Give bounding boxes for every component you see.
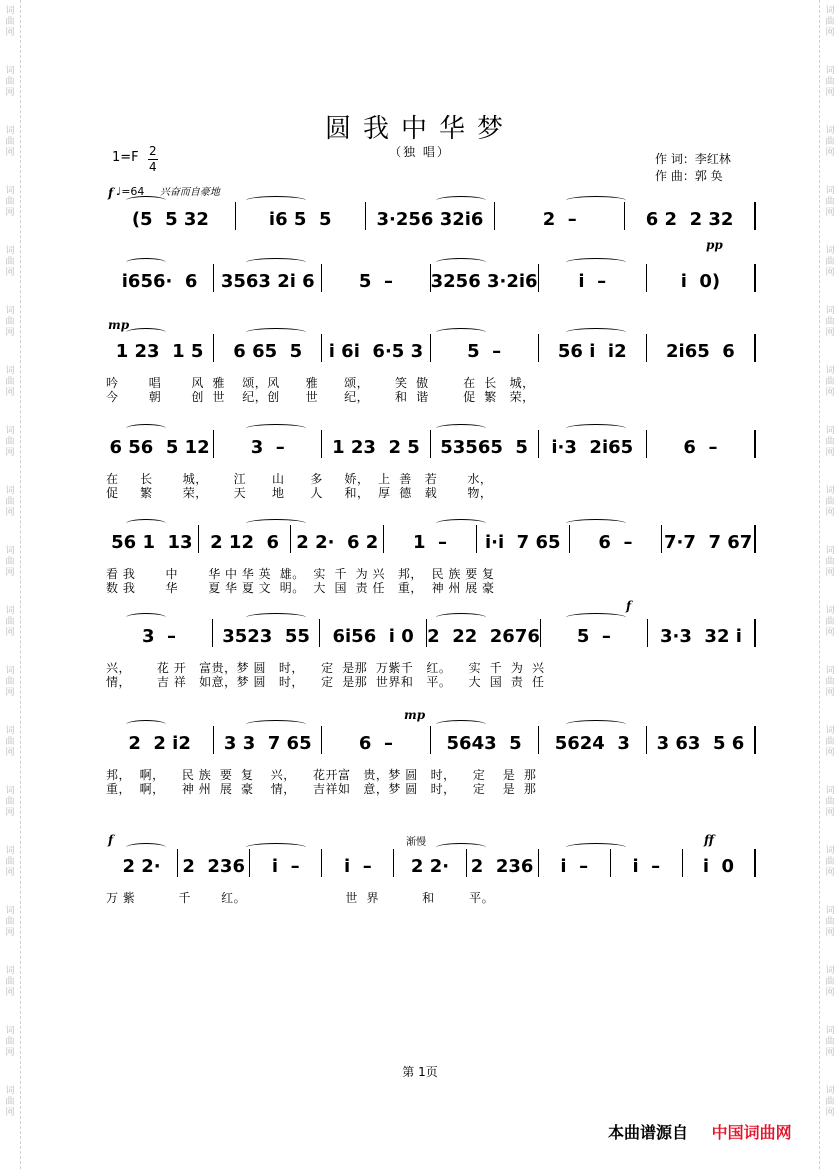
measure: 2 2· — [122, 856, 161, 877]
watermark-text: 词 曲 网 — [5, 426, 15, 458]
watermark-text: 词 曲 网 — [5, 906, 15, 938]
measure: 6 2 2 32 — [645, 209, 734, 230]
dynamic-mark: mp — [404, 708, 426, 722]
measure: 1 23 2 5 — [332, 437, 420, 458]
source-site-link[interactable]: 中国词曲网 — [711, 1123, 792, 1142]
slur-mark — [246, 720, 306, 729]
slur-mark — [566, 258, 626, 267]
measure: 6 – — [358, 733, 393, 754]
watermark-text: 词 曲 网 — [5, 486, 15, 518]
notation-line — [106, 428, 756, 458]
slur-mark — [126, 424, 166, 433]
slur-mark — [126, 258, 166, 267]
measure: 2 236 — [470, 856, 534, 877]
watermark-text: 词 曲 网 — [5, 66, 15, 98]
time-signature-bottom: 4 — [149, 160, 157, 174]
credits — [655, 151, 731, 185]
measure: 7·7 7 67 — [664, 532, 753, 553]
slur-mark — [126, 328, 166, 337]
slur-mark — [126, 196, 166, 205]
measure: 3 63 5 6 — [656, 733, 745, 754]
watermark-text: 词 曲 网 — [825, 486, 835, 518]
measure: i6 5 5 — [268, 209, 332, 230]
measure: 2 2· — [410, 856, 450, 877]
slur-mark — [566, 424, 626, 433]
source-label: 本曲谱源自 — [608, 1123, 689, 1142]
slur-mark — [246, 258, 306, 267]
measure: 3·3 32 i — [660, 626, 742, 647]
watermark-text: 词 曲 网 — [5, 1026, 15, 1058]
slur-mark — [126, 519, 166, 528]
measure: i – — [578, 271, 607, 292]
notation-line — [106, 523, 756, 553]
dynamic-mark: mp — [108, 318, 130, 332]
measure: 2i65 6 — [666, 341, 735, 362]
watermark-text: 词 曲 网 — [825, 186, 835, 218]
watermark-text: 词 曲 网 — [5, 126, 15, 158]
measure: 3256 3·2i6 — [430, 271, 538, 292]
watermark-text: 词 曲 网 — [825, 426, 835, 458]
watermark-text: 词 曲 网 — [5, 366, 15, 398]
measure: 6 65 5 — [233, 341, 303, 362]
tempo-marking — [116, 183, 220, 198]
barline — [754, 264, 756, 292]
slur-mark — [566, 843, 626, 852]
measure: 3 3 7 65 — [223, 733, 312, 754]
measure: i 0 — [702, 856, 735, 877]
measure: 2 – — [542, 209, 577, 230]
slur-mark — [126, 843, 166, 852]
source-credit — [608, 1120, 792, 1143]
lyric-line: 今 朝 创 世 纪，创 世 纪， 和 谐 促 繁 荣， — [106, 390, 535, 404]
slur-mark — [436, 613, 486, 622]
watermark-text: 词 曲 网 — [5, 186, 15, 218]
measure: 5 – — [467, 341, 502, 362]
measure: i – — [632, 856, 661, 877]
song-title: 圆我中华梦 — [324, 114, 515, 144]
watermark-text: 词 曲 网 — [5, 306, 15, 338]
measure: 6i56 i 0 — [332, 626, 414, 647]
watermark-text: 词 曲 网 — [825, 6, 835, 38]
slur-mark — [436, 424, 486, 433]
slur-mark — [566, 519, 626, 528]
slur-mark — [566, 720, 626, 729]
time-signature-top: 2 — [149, 144, 157, 158]
song-subtitle: （独 唱） — [389, 145, 451, 159]
notation-line — [106, 847, 756, 877]
measure: 56 i i2 — [557, 341, 627, 362]
measure: 2 2 i2 — [128, 733, 191, 754]
dynamic-mark-end: ff — [704, 833, 714, 847]
slur-mark — [246, 519, 306, 528]
dynamic-mark: f — [626, 599, 632, 613]
watermark-text: 词 曲 网 — [825, 726, 835, 758]
lyric-line: 看 我 中 华 中 华 英 雄。 实 千 为 兴 邦， 民 族 要 复 — [106, 567, 495, 581]
slur-mark — [566, 196, 626, 205]
lyric-line: 在 长 城， 江 山 多 娇， 上 善 若 水， — [106, 472, 493, 486]
watermark-text: 词 曲 网 — [5, 786, 15, 818]
measure: 3 – — [250, 437, 285, 458]
right-margin-line — [819, 0, 820, 1169]
lyricist-credit: 作 词：李红林 — [655, 152, 731, 166]
tempo-expression: 兴奋而自豪地 — [159, 187, 220, 198]
slur-mark — [246, 196, 306, 205]
watermark-text: 词 曲 网 — [5, 966, 15, 998]
barline — [754, 849, 756, 877]
watermark-text: 词 曲 网 — [5, 246, 15, 278]
measure: i – — [344, 856, 372, 877]
barline — [754, 202, 756, 230]
measure: 56 1 13 — [111, 532, 193, 553]
measure: 5 – — [358, 271, 393, 292]
watermark-text: 词 曲 网 — [5, 606, 15, 638]
measure: 5 – — [576, 626, 611, 647]
notation-line — [106, 262, 756, 292]
measure: 3 – — [141, 626, 177, 647]
measure: 3523 55 — [222, 626, 310, 647]
watermark-text: 词 曲 网 — [825, 66, 835, 98]
ritardando-mark: 渐慢 — [406, 837, 426, 848]
barline — [754, 430, 756, 458]
watermark-text: 词 曲 网 — [5, 726, 15, 758]
slur-mark — [566, 328, 626, 337]
measure: 5643 5 — [446, 733, 522, 754]
slur-mark — [436, 843, 486, 852]
barline — [754, 525, 756, 553]
composer-credit: 作 曲：郭 奂 — [655, 169, 723, 183]
measure: 2 22 2676 — [427, 626, 540, 647]
measure: 2 236 — [182, 856, 245, 877]
watermark-text: 词 曲 网 — [825, 126, 835, 158]
watermark-text: 词 曲 网 — [825, 606, 835, 638]
barline — [754, 334, 756, 362]
slur-mark — [246, 424, 306, 433]
right-watermark — [822, 0, 838, 1169]
measure: i 0) — [680, 271, 721, 292]
slur-mark — [436, 519, 486, 528]
measure: 2 12 6 — [210, 532, 280, 553]
measure: (5 5 32 — [131, 209, 209, 230]
page-number: 第 1页 — [402, 1065, 438, 1079]
lyric-line: 兴， 花 开 富贵，梦 圆 时， 定 是那 万紫千 红。 实 千 为 兴 — [106, 661, 545, 675]
lyric-line: 数 我 华 夏 华 夏 文 明。 大 国 责 任 重， 神 州 展 豪 — [106, 581, 495, 595]
lyric-line: 重， 啊， 神 州 展 豪 情， 吉祥如 意，梦 圆 时， 定 是 那 — [106, 782, 537, 796]
watermark-text: 词 曲 网 — [825, 246, 835, 278]
slur-mark — [126, 613, 166, 622]
notation-line — [106, 617, 756, 647]
watermark-text: 词 曲 网 — [5, 546, 15, 578]
watermark-text: 词 曲 网 — [825, 906, 835, 938]
barline — [754, 726, 756, 754]
watermark-text: 词 曲 网 — [825, 786, 835, 818]
watermark-text: 词 曲 网 — [5, 666, 15, 698]
measure: i – — [560, 856, 589, 877]
watermark-text: 词 曲 网 — [5, 1086, 15, 1118]
watermark-text: 词 曲 网 — [825, 546, 835, 578]
tempo-mark: ♩=64 — [116, 185, 145, 198]
slur-mark — [246, 328, 306, 337]
measure: 6 56 5 12 — [109, 437, 210, 458]
key-signature: 1=F — [112, 150, 139, 165]
dynamic-mark: f — [108, 833, 114, 847]
slur-mark — [436, 196, 486, 205]
watermark-text: 词 曲 网 — [825, 846, 835, 878]
watermark-text: 词 曲 网 — [5, 846, 15, 878]
watermark-text: 词 曲 网 — [825, 666, 835, 698]
measure: 2 2· 6 2 — [296, 532, 379, 553]
lyric-line: 万 紫 千 红。 世 界 和 平。 — [106, 891, 495, 905]
measure: i – — [271, 856, 300, 877]
dynamic-mark: f — [108, 186, 114, 200]
lyric-line: 邦， 啊， 民 族 要 复 兴， 花开富 贵，梦 圆 时， 定 是 那 — [106, 768, 537, 782]
left-watermark — [2, 0, 18, 1169]
measure: 5624 3 — [554, 733, 630, 754]
watermark-text: 词 曲 网 — [5, 6, 15, 38]
lyric-line: 吟 唱 风 雅 颂，风 雅 颂， 笑 傲 在 长 城， — [106, 376, 535, 390]
measure: 3·256 32i6 — [376, 209, 484, 230]
measure: i 6i 6·5 3 — [328, 341, 424, 362]
measure: i·3 2i65 — [551, 437, 634, 458]
measure: 1 23 1 5 — [115, 341, 204, 362]
measure: 6 – — [598, 532, 633, 553]
watermark-text: 词 曲 网 — [825, 966, 835, 998]
slur-mark — [246, 613, 306, 622]
left-margin-line — [20, 0, 21, 1169]
slur-mark — [566, 613, 626, 622]
lyric-line: 促 繁 荣， 天 地 人 和， 厚 德 载 物， — [106, 486, 493, 500]
barline — [754, 619, 756, 647]
measure: 53565 5 — [440, 437, 528, 458]
notation-line — [106, 332, 756, 362]
time-signature — [148, 144, 158, 175]
slur-mark — [436, 328, 486, 337]
notation-line — [106, 200, 756, 230]
slur-mark — [436, 720, 486, 729]
slur-mark — [436, 258, 486, 267]
watermark-text: 词 曲 网 — [825, 306, 835, 338]
slur-mark — [246, 843, 306, 852]
watermark-text: 词 曲 网 — [825, 1026, 835, 1058]
lyric-line: 情， 吉 祥 如意，梦 圆 时， 定 是那 世界和 平。 大 国 责 任 — [106, 675, 545, 689]
notation-line — [106, 724, 756, 754]
measure: 3563 2i 6 — [220, 271, 315, 292]
measure: 1 – — [412, 532, 448, 553]
dynamic-mark: pp — [706, 238, 723, 252]
measure: i·i 7 65 — [484, 532, 561, 553]
watermark-text: 词 曲 网 — [825, 366, 835, 398]
slur-mark — [126, 720, 166, 729]
measure: i656· 6 — [121, 271, 198, 292]
measure: 6 – — [683, 437, 718, 458]
watermark-text: 词 曲 网 — [825, 1086, 835, 1118]
